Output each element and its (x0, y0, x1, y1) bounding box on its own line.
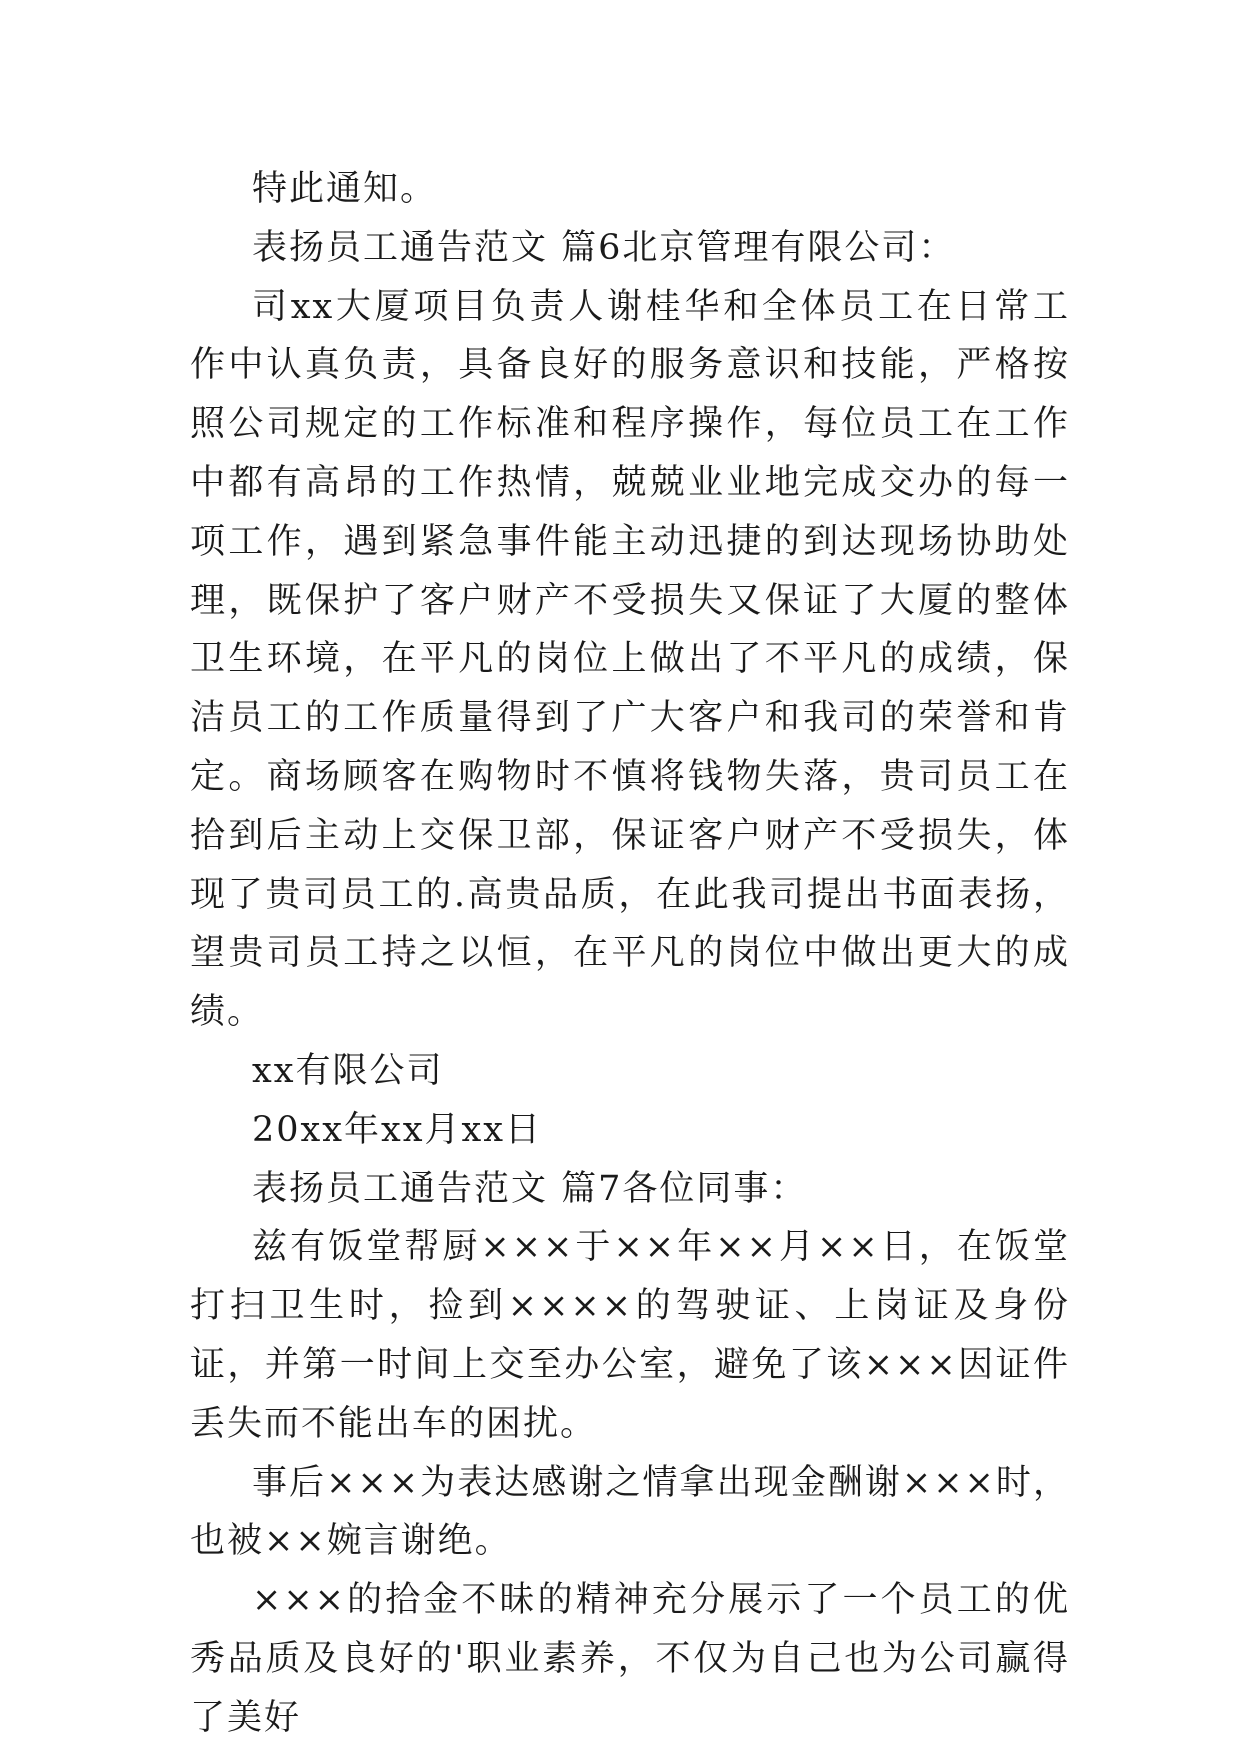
signature-date: 20xx年xx月xx日 (252, 1109, 542, 1150)
body-paragraph: ×××的拾金不昧的精神充分展示了一个员工的优秀品质及良好的'职业素养，不仅为自己也为公司赢得了美好 (190, 1580, 1070, 1738)
section-heading-6: 表扬员工通告范文 篇6北京管理有限公司： (252, 227, 956, 268)
body-paragraph: 事后×××为表达感谢之情拿出现金酬谢×××时，也被××婉言谢绝。 (190, 1462, 1070, 1562)
body-paragraph: 司xx大厦项目负责人谢桂华和全体员工在日常工作中认真负责，具备良好的服务意识和技能，严格按照公司规定的工作标准和程序操作，每位员工在工作中都有高昂的工作热情，兢兢业业地完成交办的每一项工作，遇到紧急事件能主动迅捷的到达现场协助处理，既保护了客户财产不受损失又保证了大厦的整体卫生环境，在平凡的岗位上做出了不平凡的成绩，保洁员工的工作质量得到了广大客户和我司的荣誉和肯定。商场顾客在购物时不慎将钱物失落，贵司员工在拾到后主动上交保卫部，保证客户财产不受损失，体现了贵司员工的.高贵品质，在此我司提出书面表扬，望贵司员工持之以恒，在平凡的岗位中做出更大的成绩。 (190, 286, 1070, 1033)
document-body (190, 160, 1070, 1748)
closing-line: 特此通知。 (252, 169, 438, 209)
body-paragraph: 兹有饭堂帮厨×××于××年××月××日，在饭堂打扫卫生时，捡到××××的驾驶证、上岗证及身份证，并第一时间上交至办公室，避免了该×××因证件丢失而不能出车的困扰。 (190, 1227, 1070, 1444)
signature-company: xx有限公司 (252, 1050, 444, 1091)
section-heading-7: 表扬员工通告范文 篇7各位同事： (252, 1168, 808, 1209)
